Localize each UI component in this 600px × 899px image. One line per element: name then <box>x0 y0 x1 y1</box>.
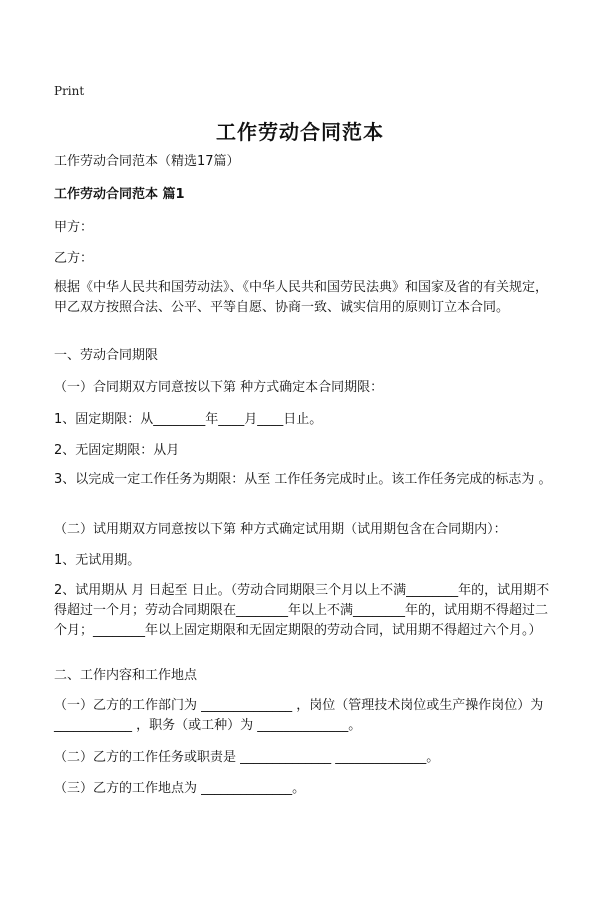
work-location-line: （三）乙方的工作地点为 ______________。 <box>54 781 306 796</box>
no-probation-line: 1、无试用期。 <box>54 553 141 568</box>
work-department-paragraph: （一）乙方的工作部门为 ______________ ，岗位（管理技术岗位或生产操作岗位）为 ____________ ，职务（或工种）为 ______________。 <box>54 698 544 733</box>
section-2-title: 二、工作内容和工作地点 <box>54 668 198 683</box>
document-subtitle: 工作劳动合同范本（精选17篇） <box>54 154 240 169</box>
fixed-term-line: 1、固定期限：从________年____月____日止。 <box>54 412 323 427</box>
task-term-paragraph: 3、以完成一定工作任务为期限：从至 工作任务完成时止。该工作任务完成的标志为 。 <box>54 472 552 487</box>
section-1-term-intro: （一）合同期双方同意按以下第 种方式确定本合同期限： <box>54 380 384 395</box>
probation-paragraph: 2、试用期从 月 日起至 日止。（劳动合同期限三个月以上不满________年的，试用期不得超过一个月；劳动合同期限在________年以上不满________年的，试用期不得超过二个月；________年以上固定期限和无固定期限的劳动合同，试用期不得超过六个月。） <box>54 583 550 638</box>
party-a-line: 甲方： <box>54 220 94 235</box>
unfixed-term-line: 2、无固定期限：从月 <box>54 443 180 458</box>
section-1-title: 一、劳动合同期限 <box>54 348 159 363</box>
work-duty-line: （二）乙方的工作任务或职责是 ______________ ______________。 <box>54 750 440 765</box>
section-heading: 工作劳动合同范本 篇1 <box>54 187 185 202</box>
probation-intro: （二）试用期双方同意按以下第 种方式确定试用期（试用期包含在合同期内）： <box>54 522 507 537</box>
party-b-line: 乙方： <box>54 251 94 266</box>
intro-paragraph: 根据《中华人民共和国劳动法》、《中华人民共和国劳民法典》和国家及省的有关规定，甲乙双方按照合法、公平、平等自愿、协商一致、诚实信用的原则订立本合同。 <box>54 280 549 315</box>
document-title: 工作劳动合同范本 <box>216 120 384 144</box>
print-label: Print <box>54 84 85 98</box>
